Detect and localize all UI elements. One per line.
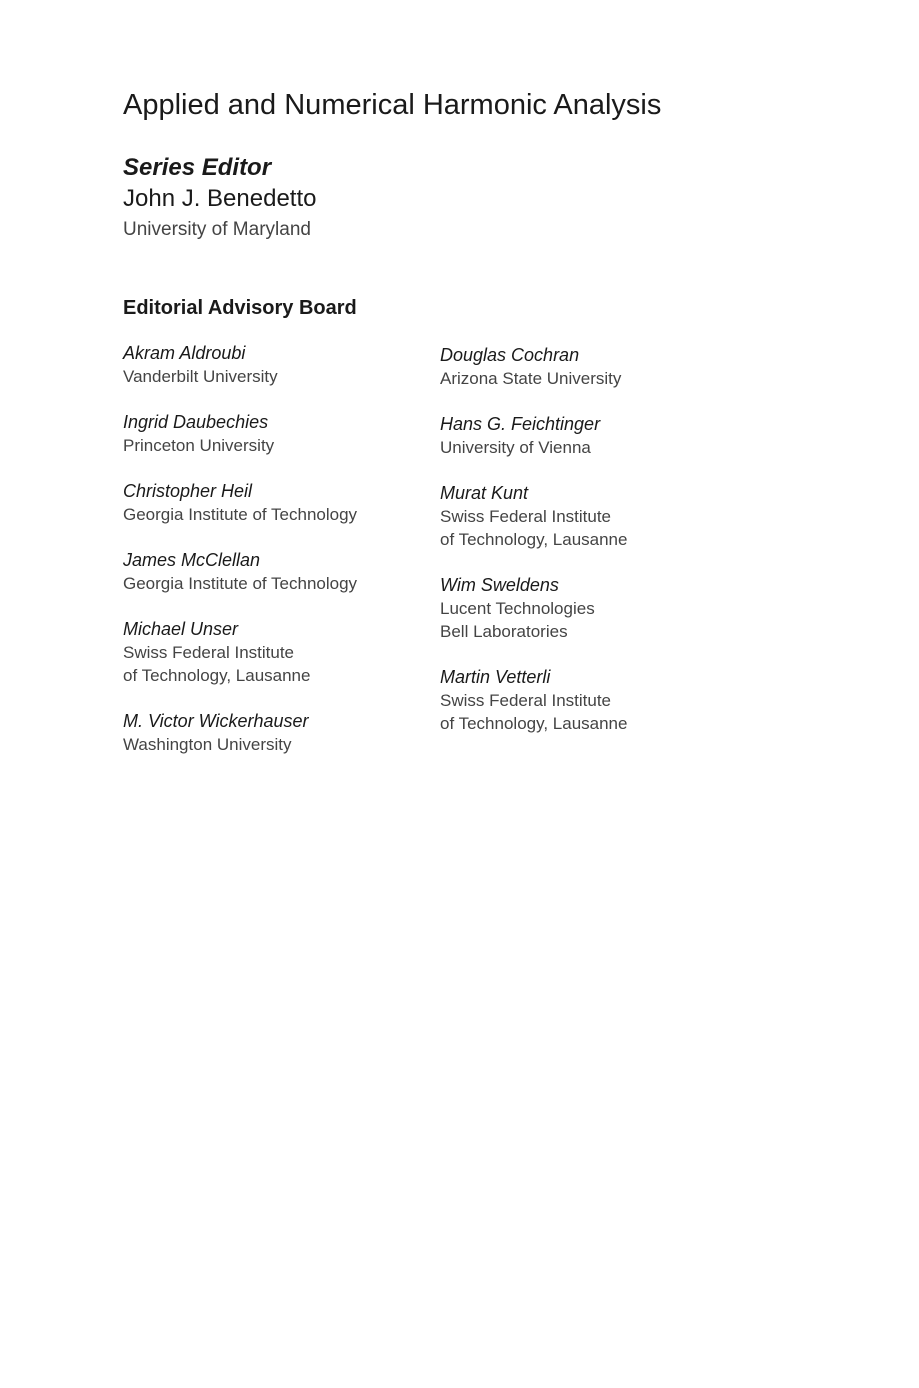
board-member — [440, 481, 740, 551]
editorial-board-heading: Editorial Advisory Board — [123, 297, 357, 319]
member-affiliation: of Technology, Lausanne — [440, 714, 628, 733]
member-name: Wim Sweldens — [440, 575, 559, 595]
member-name: Hans G. Feichtinger — [440, 414, 601, 434]
member-name: Michael Unser — [123, 619, 239, 639]
board-column-right — [440, 343, 740, 757]
board-member — [123, 341, 423, 388]
member-name: Murat Kunt — [440, 483, 529, 503]
member-affiliation: Georgia Institute of Technology — [123, 574, 358, 593]
member-name: Ingrid Daubechies — [123, 412, 269, 432]
member-name: Douglas Cochran — [440, 345, 580, 365]
member-affiliation: Princeton University — [123, 436, 275, 455]
member-affiliation: Washington University — [123, 735, 292, 754]
board-member — [440, 665, 740, 735]
member-affiliation: Georgia Institute of Technology — [123, 505, 358, 524]
member-affiliation: Vanderbilt University — [123, 367, 278, 386]
member-affiliation: Lucent Technologies — [440, 599, 595, 618]
series-editor-name: John J. Benedetto — [123, 185, 317, 212]
board-member — [123, 709, 423, 756]
board-member — [123, 617, 423, 687]
board-member — [440, 343, 740, 390]
board-member — [123, 548, 423, 595]
board-member — [440, 412, 740, 459]
member-affiliation: Bell Laboratories — [440, 622, 568, 641]
member-name: Akram Aldroubi — [123, 343, 246, 363]
member-name: Martin Vetterli — [440, 667, 551, 687]
series-editor-heading: Series Editor — [123, 154, 272, 181]
board-member — [123, 410, 423, 457]
member-affiliation: Swiss Federal Institute — [123, 643, 295, 662]
member-name: Christopher Heil — [123, 481, 253, 501]
member-affiliation: of Technology, Lausanne — [123, 666, 311, 685]
member-affiliation: of Technology, Lausanne — [440, 530, 628, 549]
board-member — [440, 573, 740, 643]
member-affiliation: Swiss Federal Institute — [440, 691, 612, 710]
board-column-left — [123, 341, 423, 778]
member-name: M. Victor Wickerhauser — [123, 711, 309, 731]
series-editor-affiliation: University of Maryland — [123, 219, 311, 240]
series-title: Applied and Numerical Harmonic Analysis — [123, 89, 662, 121]
member-affiliation: University of Vienna — [440, 438, 591, 457]
board-member — [123, 479, 423, 526]
member-affiliation: Swiss Federal Institute — [440, 507, 612, 526]
member-affiliation: Arizona State University — [440, 369, 622, 388]
member-name: James McClellan — [123, 550, 261, 570]
